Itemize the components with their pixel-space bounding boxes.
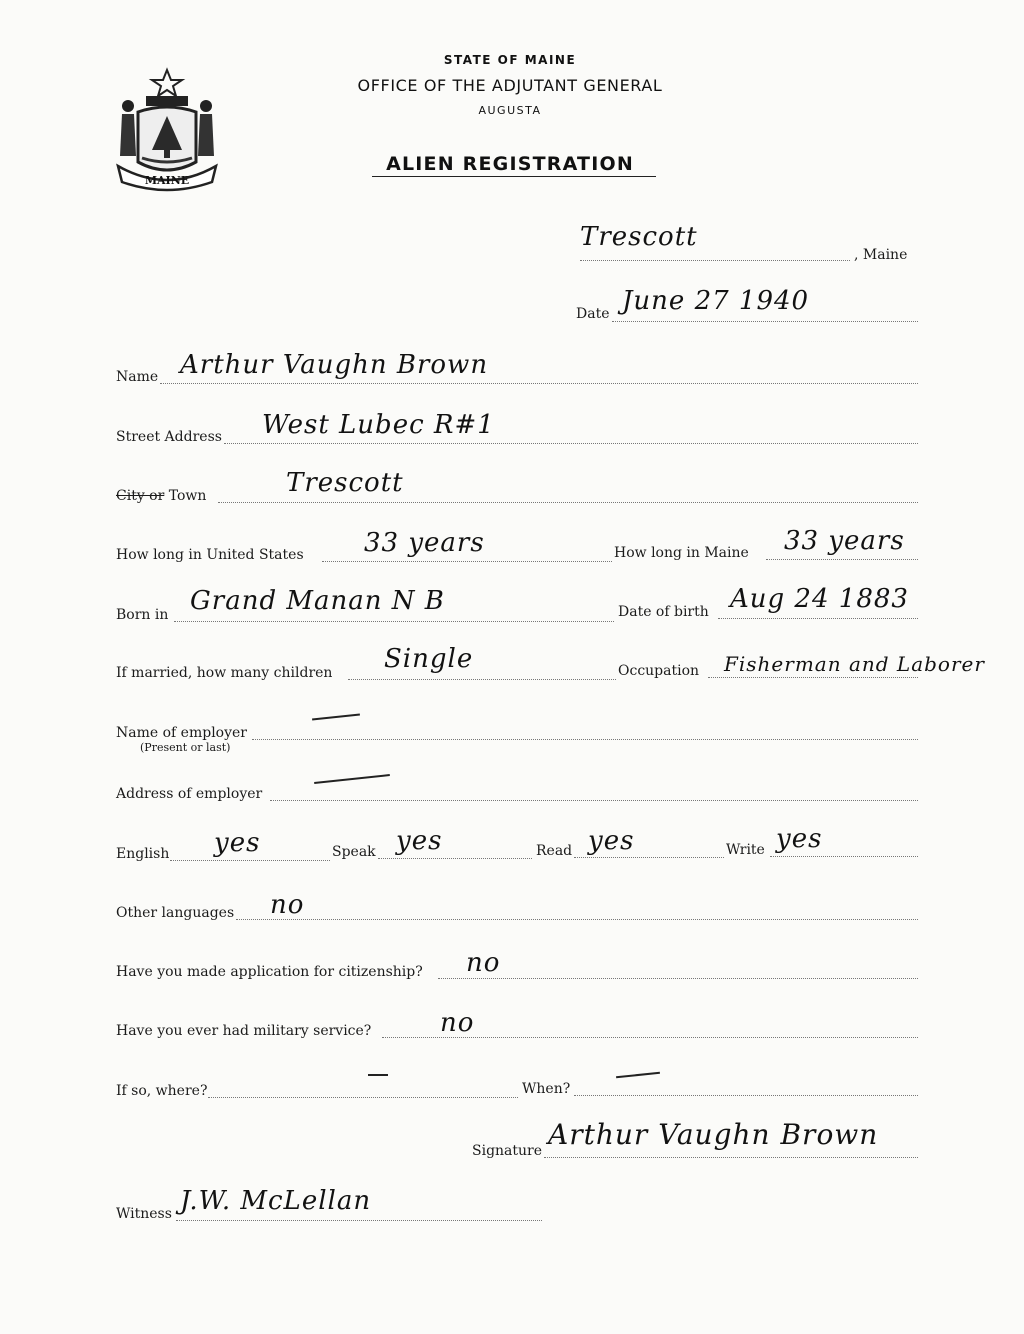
other-languages-label: Other languages xyxy=(116,905,235,921)
city-struck-label: City or xyxy=(116,488,165,504)
form-title: ALIEN REGISTRATION xyxy=(386,153,634,175)
date-value: June 27 1940 xyxy=(622,286,810,316)
date-of-birth-label: Date of birth xyxy=(618,604,709,620)
when-line xyxy=(574,1095,918,1096)
speak-label: Speak xyxy=(332,844,376,860)
write-line xyxy=(770,856,918,857)
read-label: Read xyxy=(536,843,573,859)
citizenship-line xyxy=(438,978,918,979)
witness-line xyxy=(176,1220,542,1221)
citizenship-label: Have you made application for citizenship? xyxy=(116,964,423,980)
other-languages-value: no xyxy=(270,890,305,920)
born-in-value: Grand Manan N B xyxy=(190,586,445,616)
town-top-value: Trescott xyxy=(580,222,698,252)
english-label: English xyxy=(116,846,170,862)
military-value: no xyxy=(440,1008,475,1038)
when-dash xyxy=(616,1072,660,1079)
seal-scroll-text: MAINE xyxy=(144,174,190,187)
employer-sublabel: (Present or last) xyxy=(140,741,231,754)
english-value: yes xyxy=(214,828,261,858)
other-languages-line xyxy=(236,919,918,920)
maine-label: , Maine xyxy=(854,247,908,263)
occupation-line xyxy=(708,677,918,678)
how-long-us-line xyxy=(322,561,612,562)
town-label-row xyxy=(116,488,206,504)
citizenship-value: no xyxy=(466,948,501,978)
read-line xyxy=(574,857,724,858)
witness-label: Witness xyxy=(116,1206,172,1222)
born-in-label: Born in xyxy=(116,607,169,623)
when-label: When? xyxy=(522,1081,571,1097)
date-of-birth-value: Aug 24 1883 xyxy=(730,584,909,614)
how-long-maine-label: How long in Maine xyxy=(614,545,749,561)
occupation-value: Fisherman and Laborer xyxy=(724,652,985,676)
how-long-maine-line xyxy=(766,559,918,560)
header-office: OFFICE OF THE ADJUTANT GENERAL xyxy=(357,76,663,95)
occupation-label: Occupation xyxy=(618,663,700,679)
where-line xyxy=(208,1097,518,1098)
name-line xyxy=(160,383,918,384)
write-label: Write xyxy=(726,842,765,858)
employer-line xyxy=(252,739,918,740)
born-in-line xyxy=(174,621,614,622)
employer-address-line xyxy=(270,800,918,801)
street-label: Street Address xyxy=(116,429,222,445)
where-label: If so, where? xyxy=(116,1083,208,1099)
where-dash xyxy=(368,1074,388,1076)
witness-value: J.W. McLellan xyxy=(180,1186,372,1216)
street-line xyxy=(224,443,918,444)
form-title-underline xyxy=(372,176,656,177)
town-top-line xyxy=(580,260,850,261)
town-value: Trescott xyxy=(286,468,404,498)
signature-line xyxy=(544,1157,918,1158)
town-label: Town xyxy=(164,488,207,504)
write-value: yes xyxy=(776,824,823,854)
header-city: AUGUSTA xyxy=(478,104,542,117)
how-long-us-label: How long in United States xyxy=(116,547,304,563)
employer-address-label: Address of employer xyxy=(116,786,263,802)
signature-value: Arthur Vaughn Brown xyxy=(548,1118,879,1151)
employer-label: Name of employer xyxy=(116,725,247,741)
children-label: If married, how many children xyxy=(116,665,333,681)
date-line xyxy=(612,321,918,322)
read-value: yes xyxy=(588,826,635,856)
signature-label: Signature xyxy=(472,1143,543,1159)
header-state: STATE OF MAINE xyxy=(443,53,577,67)
children-value: Single xyxy=(384,644,474,674)
date-of-birth-line xyxy=(718,618,918,619)
children-line xyxy=(348,679,616,680)
employer-address-dash xyxy=(314,774,390,784)
maine-state-seal-icon xyxy=(112,66,222,194)
speak-line xyxy=(378,858,532,859)
date-label: Date xyxy=(576,306,610,322)
how-long-us-value: 33 years xyxy=(364,528,485,558)
english-line xyxy=(170,860,330,861)
name-value: Arthur Vaughn Brown xyxy=(180,350,489,380)
how-long-maine-value: 33 years xyxy=(784,526,905,556)
street-value: West Lubec R#1 xyxy=(262,410,495,440)
speak-value: yes xyxy=(396,826,443,856)
employer-dash xyxy=(312,713,360,720)
town-line xyxy=(218,502,918,503)
name-label: Name xyxy=(116,369,159,385)
military-label: Have you ever had military service? xyxy=(116,1023,372,1039)
